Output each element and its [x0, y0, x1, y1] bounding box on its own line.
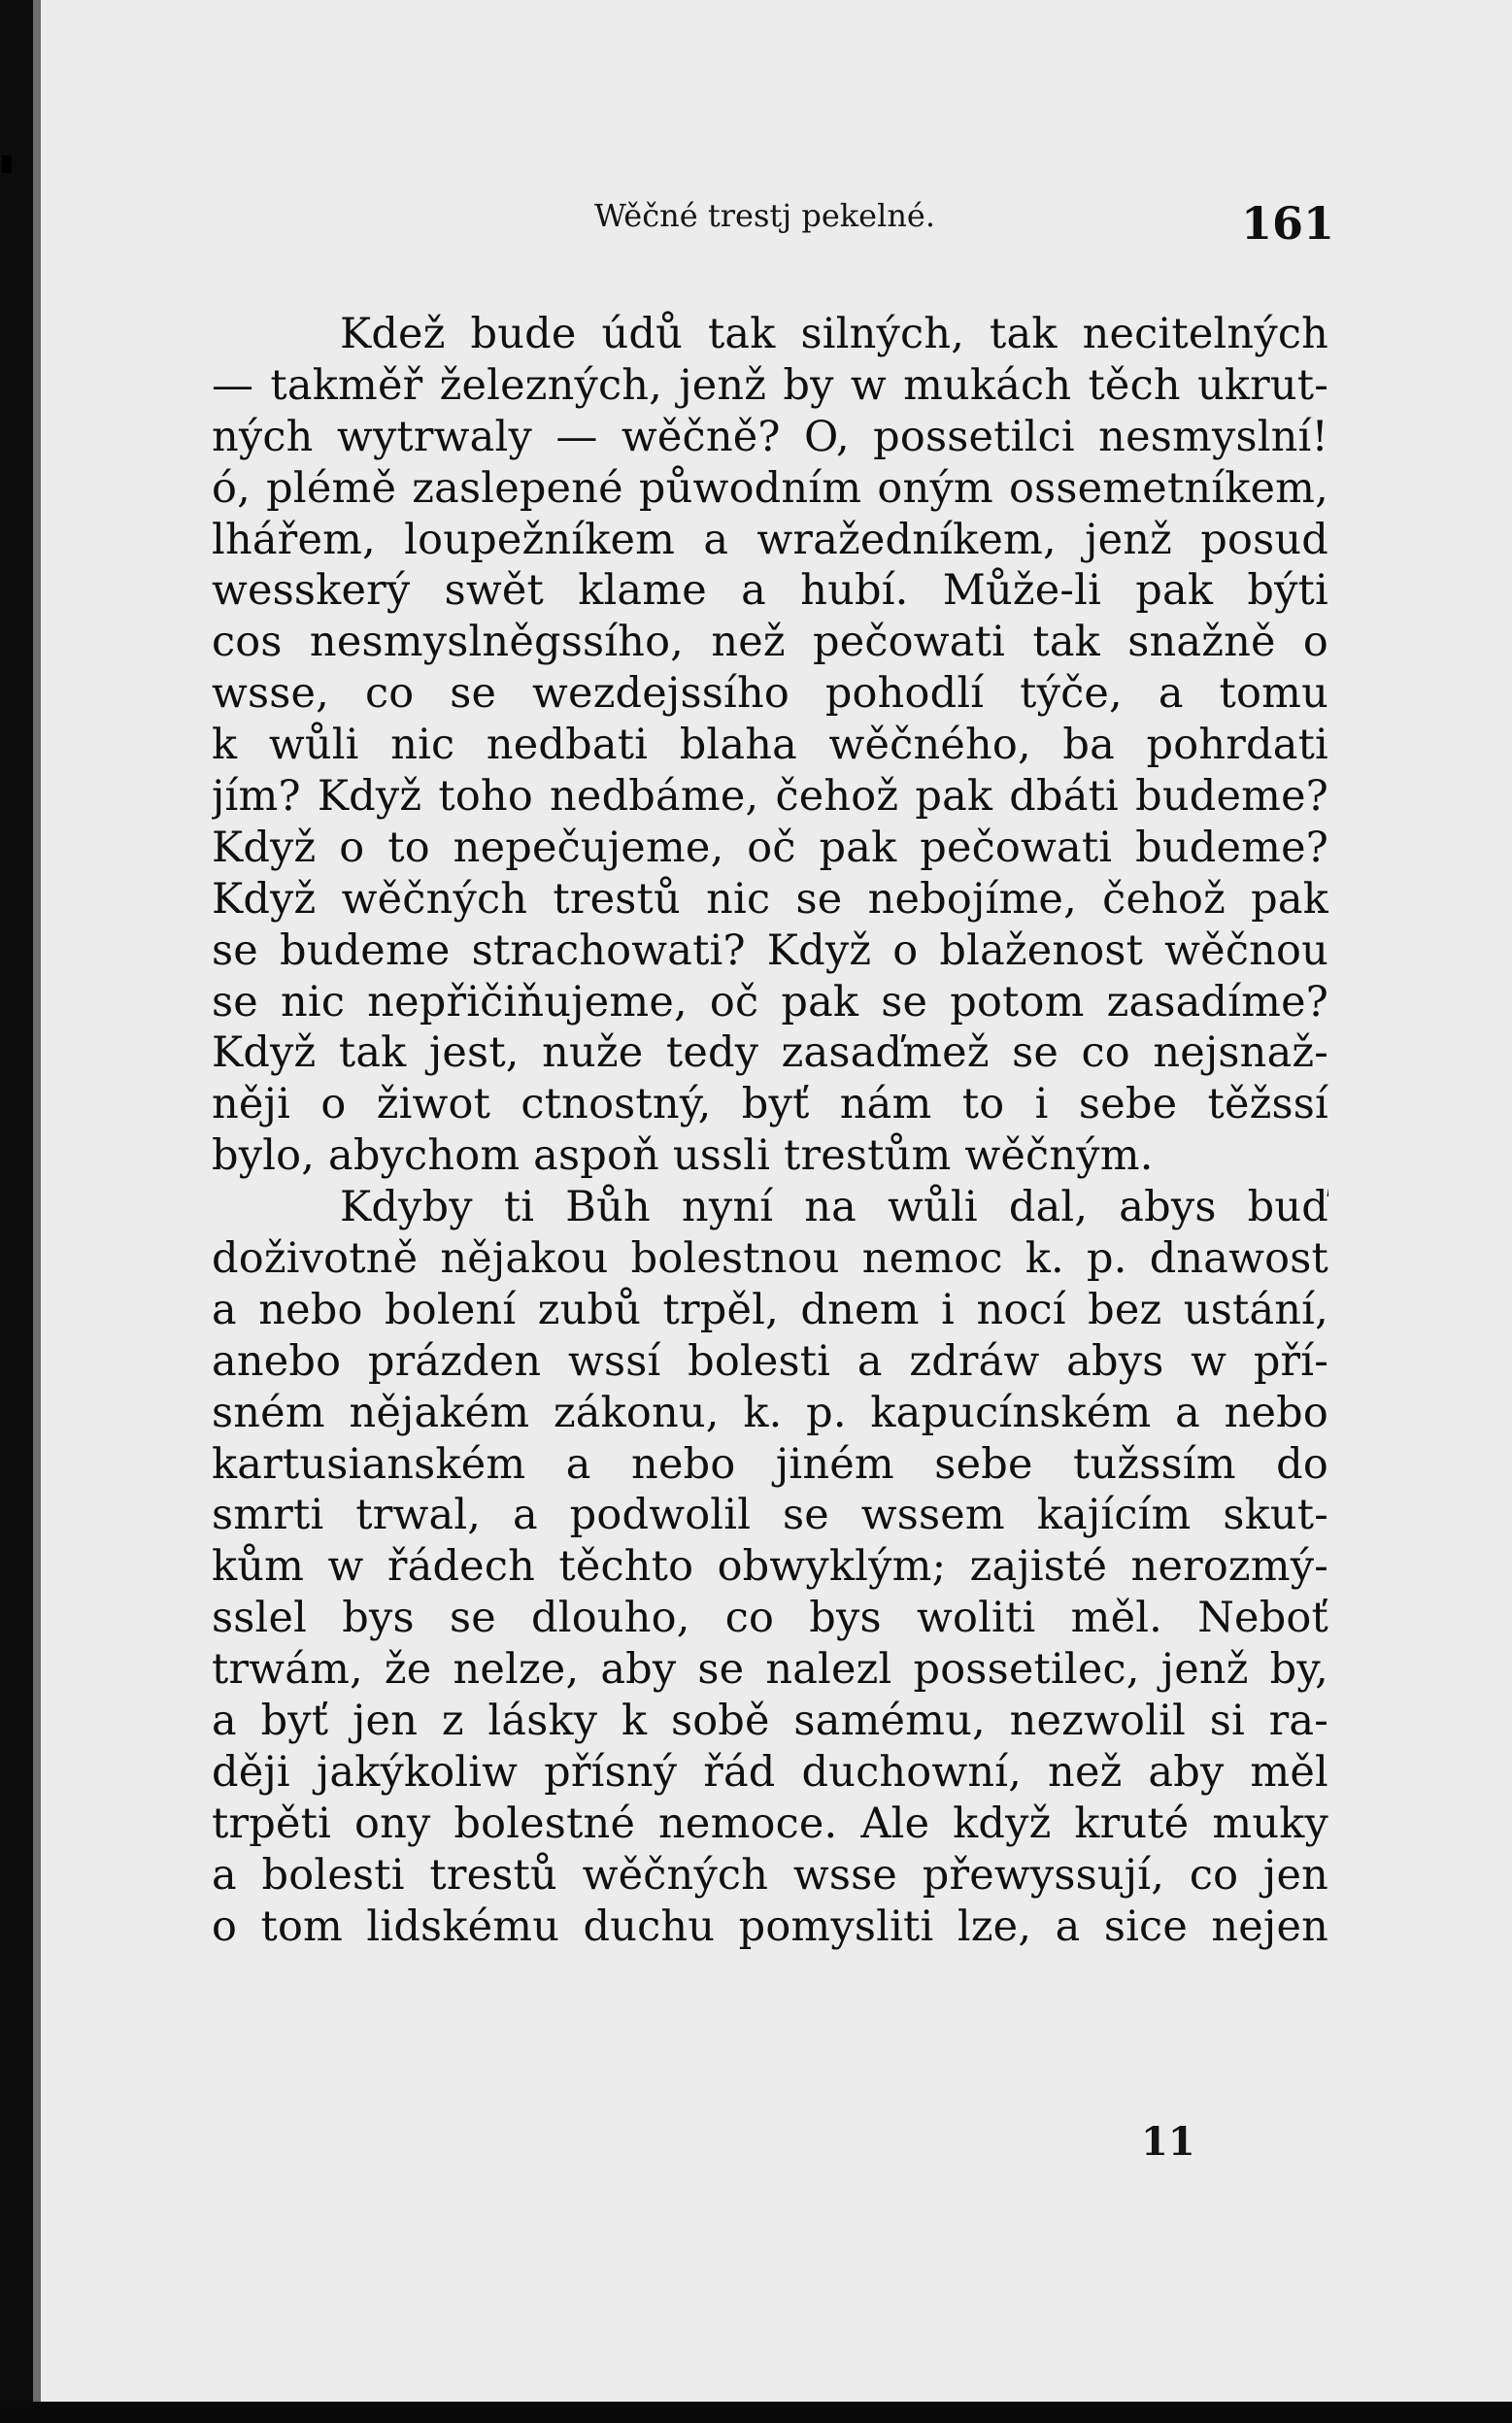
text-line: Když wěčných trestů nic se nebojíme, čehož pak [212, 874, 1328, 924]
body-text [212, 309, 1328, 1953]
text-line: lhářem, loupežníkem a wražedníkem, jenž posud [212, 515, 1328, 564]
text-line: o tom lidskému duchu pomysliti lze, a sice nejen [212, 1901, 1328, 1951]
text-line: ó, plémě zaslepené půwodním oným ossemetníkem, [212, 463, 1328, 513]
text-line: ději jakýkoliw přísný řád duchowní, než aby měl [212, 1747, 1328, 1797]
edge-mark [2, 155, 12, 173]
text-line: a nebo bolení zubů trpěl, dnem i nocí bez ustání, [212, 1285, 1328, 1334]
page-number: 161 [1241, 197, 1335, 250]
text-line: doživotně nějakou bolestnou nemoc k. p. dnawost [212, 1234, 1328, 1284]
text-line: ných wytrwaly — wěčně? O, possetilci nesmyslní! [212, 412, 1328, 461]
text-line: něji o žiwot ctnostný, byť nám to i sebe těžssí [212, 1080, 1328, 1129]
running-head: Wěčné trestj pekelné. [594, 197, 936, 234]
text-line: Kdyby ti Bůh nyní na wůli dal, abys buď [340, 1183, 1328, 1232]
text-line: a byť jen z lásky k sobě samému, nezwolil si ra- [212, 1697, 1328, 1746]
text-line: smrti trwal, a podwolil se wssem kajícím skut- [212, 1491, 1328, 1540]
text-line: Když tak jest, nuže tedy zasaďmež se co nejsnaž- [212, 1028, 1328, 1078]
text-line: kartusianském a nebo jiném sebe tužssím do [212, 1439, 1328, 1489]
text-line: trpěti ony bolestné nemoce. Ale když kruté muky [212, 1799, 1328, 1848]
text-line: — takměř železných, jenž by w mukách těch ukrut- [212, 360, 1328, 410]
text-line: a bolesti trestů wěčných wsse přewyssují, co jen [212, 1850, 1328, 1900]
bottom-edge [0, 2402, 1512, 2423]
text-line: se nic nepřičiňujeme, oč pak se potom zasadíme? [212, 977, 1328, 1026]
text-line: cos nesmyslněgssího, než pečowati tak snažně o [212, 618, 1328, 667]
text-line: Když o to nepečujeme, oč pak pečowati budeme? [212, 823, 1328, 872]
text-line: se budeme strachowati? Když o blaženost wěčnou [212, 925, 1328, 975]
text-line: Kdež bude údů tak silných, tak necitelných [340, 310, 1328, 358]
text-line: anebo prázden wssí bolesti a zdráw abys w pří- [212, 1336, 1328, 1386]
text-line: kům w řádech těchto obwyklým; zajisté nerozmý- [212, 1542, 1328, 1592]
binding-edge [0, 0, 33, 2423]
text-line: k wůli nic nedbati blaha wěčného, ba pohrdati [212, 721, 1328, 770]
signature-mark: 11 [1141, 2119, 1195, 2165]
text-line: jím? Když toho nedbáme, čehož pak dbáti budeme? [212, 772, 1328, 822]
binding-shadow [33, 0, 41, 2423]
text-line: sném nějakém zákonu, k. p. kapucínském a nebo [212, 1388, 1328, 1437]
text-line: trwám, že nelze, aby se nalezl possetilec, jenž by, [212, 1645, 1328, 1695]
text-line: wesskerý swět klame a hubí. Může-li pak býti [212, 566, 1328, 616]
text-line: sslel bys se dlouho, co bys woliti měl. Neboť [212, 1594, 1328, 1643]
text-line: bylo, abychom aspoň ussli trestům wěčným. [212, 1131, 1154, 1181]
text-line: wsse, co se wezdejssího pohodlí týče, a tomu [212, 669, 1328, 719]
